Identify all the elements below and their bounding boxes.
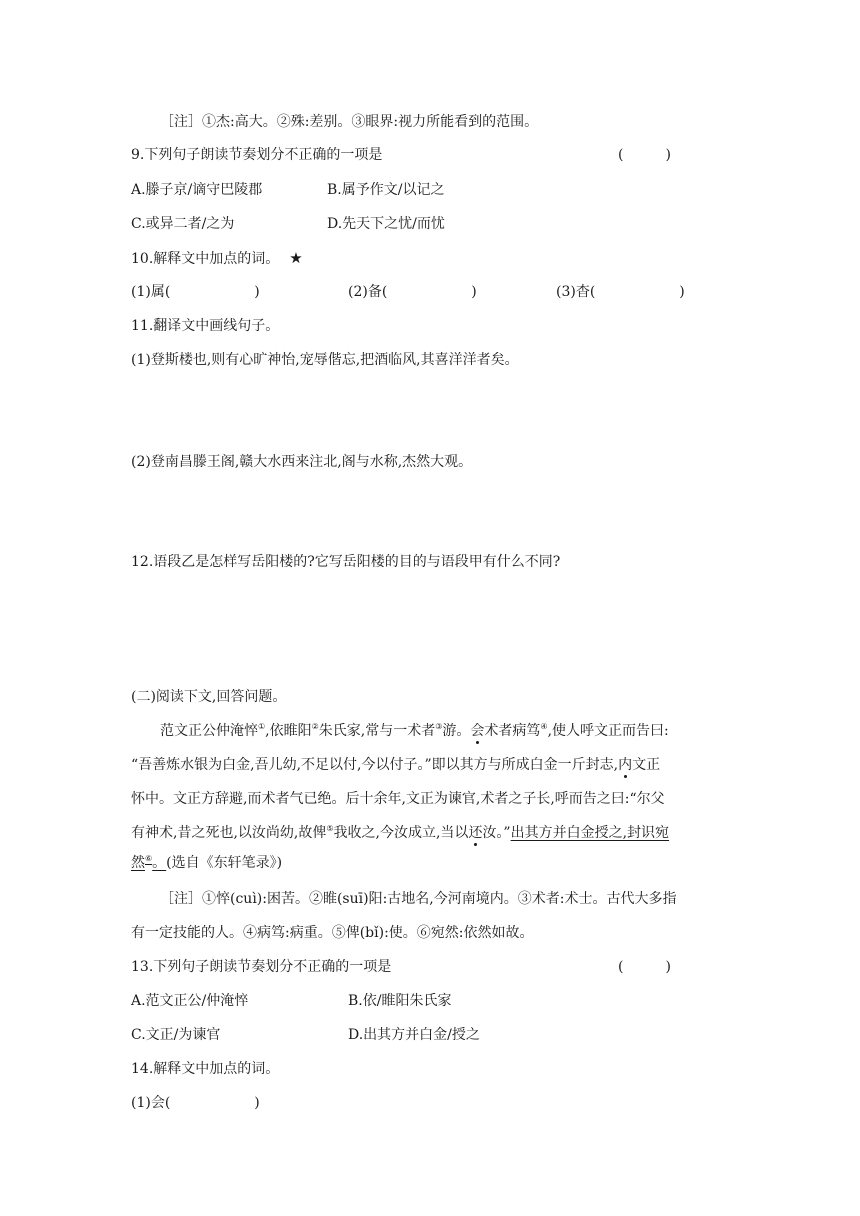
option-c: C.或异二者/之为 [131,216,235,232]
dotted-char: 内 [618,757,633,773]
note-2-line-1: ［注］①悴(cuì):困苦。②睢(suī)阳:古地名,今河南境内。③术者:术士。古代大多指 [160,891,677,907]
question-10-stem [131,248,303,269]
dotted-char: 会 [470,723,485,739]
question-10-text: 10.解释文中加点的词。 [131,251,280,267]
option-b: B.属予作文/以记之 [327,182,445,198]
option-d: D.出其方并白金/授之 [348,1027,480,1043]
section-title: (二)阅读下文,回答问题。 [131,689,287,705]
sentence-1: (1)登斯楼也,则有心旷神怡,宠辱偕忘,把酒临风,其喜洋洋者矣。 [131,352,519,368]
question-13-stem: 13.下列句子朗读节奏划分不正确的一项是 [131,959,392,975]
option-b: B.依/睢阳朱氏家 [348,993,452,1009]
answer-paren: ( ) [618,959,671,975]
note-1: ［注］①杰:高大。②殊:差别。③眼界:视力所能看到的范围。 [160,114,539,130]
sentence-2: (2)登南昌滕王阁,赣大水西来注北,阁与水称,杰然大观。 [131,454,473,470]
blank-1: (1)会( ) [131,1095,260,1111]
blank-1: (1)属( ) [131,284,260,300]
blank-2: (2)备( ) [348,284,477,300]
answer-paren: ( ) [618,147,671,163]
note-2-line-2: 有一定技能的人。④病笃:病重。⑤俾(bǐ):使。⑥宛然:依然如故。 [131,925,534,941]
option-d: D.先天下之忧/而忧 [327,216,445,232]
question-14-stem: 14.解释文中加点的词。 [131,1061,280,1077]
source-citation: (选自《东轩笔录》) [166,855,283,871]
dotted-char: 还 [468,825,483,841]
option-c: C.文正/为谏官 [131,1027,221,1043]
underlined-sentence: 出其方并白金授之,封识宛 [510,825,670,841]
passage-line-5: 然⑥。(选自《东轩笔录》) [131,854,283,871]
star-icon: ★ [289,249,303,267]
question-9-stem: 9.下列句子朗读节奏划分不正确的一项是 [131,147,383,163]
question-11-stem: 11.翻译文中画线句子。 [131,318,280,334]
option-a: A.范文正公/仲淹悴 [131,993,249,1009]
passage-line-4: 有神术,昔之死也,以汝尚幼,故俾⑤我收之,今汝成立,当以还汝。”出其方并白金授之,封识宛 [131,824,670,841]
passage-line-2: “吾善炼水银为白金,吾儿幼,不足以付,今以付子。”即以其方与所成白金一斤封志,内文正 [131,757,661,773]
option-a: A.滕子京/谪守巴陵郡 [131,182,263,198]
question-12-stem: 12.语段乙是怎样写岳阳楼的?它写岳阳楼的目的与语段甲有什么不同? [131,554,561,570]
blank-3: (3)杳( ) [556,284,685,300]
passage-line-3: 怀中。文正方辞避,而术者气已绝。后十余年,文正为谏官,术者之子长,呼而告之曰:“尔父 [131,791,665,807]
passage-line-1: 范文正公仲淹悴①,依睢阳②朱氏家,常与一术者③游。会术者病笃④,使人呼文正而告曰: [160,722,669,739]
